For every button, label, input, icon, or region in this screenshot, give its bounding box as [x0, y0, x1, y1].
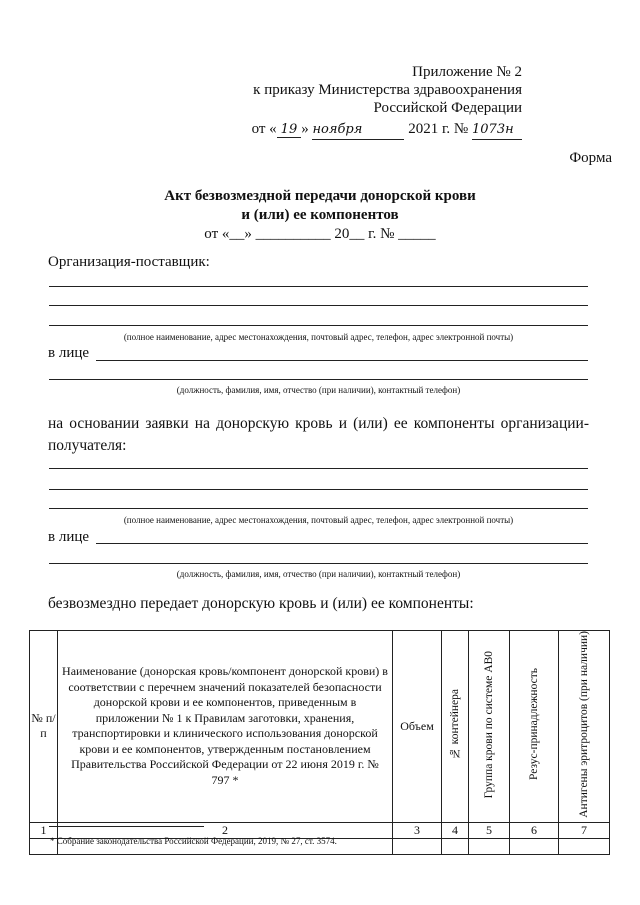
order-month: ноября [312, 121, 404, 140]
col-number-3: 3 [393, 822, 442, 838]
act-title-line2: и (или) ее компонентов [241, 207, 399, 223]
act-title [0, 187, 640, 225]
order-number: 1073н [472, 121, 522, 140]
col-number-7: 7 [559, 822, 610, 838]
order-reference: к приказу Министерства здравоохранения [253, 82, 522, 98]
col-number-4: 4 [442, 822, 469, 838]
form-label: Форма [569, 150, 612, 166]
act-title-line1: Акт безвозмездной передачи донорской крови [164, 188, 476, 204]
table-cell [469, 838, 510, 854]
col-number-1: 1 [30, 822, 58, 838]
recipient-line-1 [49, 468, 588, 469]
components-table [29, 630, 610, 855]
supplier-person-label: в лице [48, 345, 90, 361]
recipient-person-label: в лице [48, 529, 90, 545]
col-number-6: 6 [510, 822, 559, 838]
appendix-header [252, 63, 522, 140]
supplier-note: (полное наименование, адрес местонахождения, почтовый адрес, телефон, адрес электронной почты) [123, 332, 514, 342]
supplier-label: Организация-поставщик: [48, 254, 210, 270]
act-date-line: от «__» __________ 20__ г. № _____ [204, 226, 436, 242]
recipient-person-note: (должность, фамилия, имя, отчество (при наличии), контактный телефон) [176, 569, 461, 579]
recipient-line-3 [49, 508, 588, 509]
supplier-line-2 [49, 305, 588, 306]
header-cell-container: № контейнера [442, 631, 469, 823]
table-cell [510, 838, 559, 854]
order-date-line: от « 19 » ноября 2021 г. № 1073н [252, 120, 522, 140]
footnote-separator [49, 826, 204, 827]
table-cell [393, 838, 442, 854]
header-cell-blood-group: Группа крови по системе АВ0 [469, 631, 510, 823]
recipient-person-line [96, 543, 588, 544]
recipient-line-2 [49, 489, 588, 490]
recipient-note: (полное наименование, адрес местонахождения, почтовый адрес, телефон, адрес электронной почты) [123, 515, 514, 525]
header-cell-volume: Объем [393, 631, 442, 823]
supplier-person-line [96, 360, 588, 361]
basis-text: на основании заявки на донорскую кровь и (или) ее компоненты организации-получателя: [48, 415, 589, 454]
header-cell-name: Наименование (донорская кровь/компонент донорской крови) в соответствии с перечнем значений показателей безопасности донорской крови и ее компонентов, приведенным в приложении № 1 к Правилам заготовки, хранения, транспортировки и клинического использования донорской крови и ее компонентов, утвержденным постановлением Правительства Российской Федерации от 22 июня 2019 г. № 797 * [58, 631, 393, 823]
supplier-line-3 [49, 325, 588, 326]
supplier-line-1 [49, 286, 588, 287]
footnote: * Собрание законодательства Российской Федерации, 2019, № 27, ст. 3574. [50, 836, 337, 846]
transfer-text: безвозмездно передает донорскую кровь и (или) ее компоненты: [48, 595, 474, 612]
federation-line: Российской Федерации [373, 100, 522, 116]
col-number-5: 5 [469, 822, 510, 838]
table-cell [559, 838, 610, 854]
header-cell-antigens: Антигены эритроцитов (при наличии) [559, 631, 610, 823]
col-number-2: 2 [58, 822, 393, 838]
header-cell-number: № п/п [30, 631, 58, 823]
table-cell [442, 838, 469, 854]
recipient-person-line-2 [49, 563, 588, 564]
appendix-number: Приложение № 2 [412, 64, 522, 80]
order-day: 19 [277, 122, 302, 138]
table-header-row [30, 631, 610, 823]
supplier-person-note: (должность, фамилия, имя, отчество (при наличии), контактный телефон) [176, 385, 461, 395]
header-cell-rhesus: Резус-принадлежность [510, 631, 559, 823]
supplier-person-line-2 [49, 379, 588, 380]
